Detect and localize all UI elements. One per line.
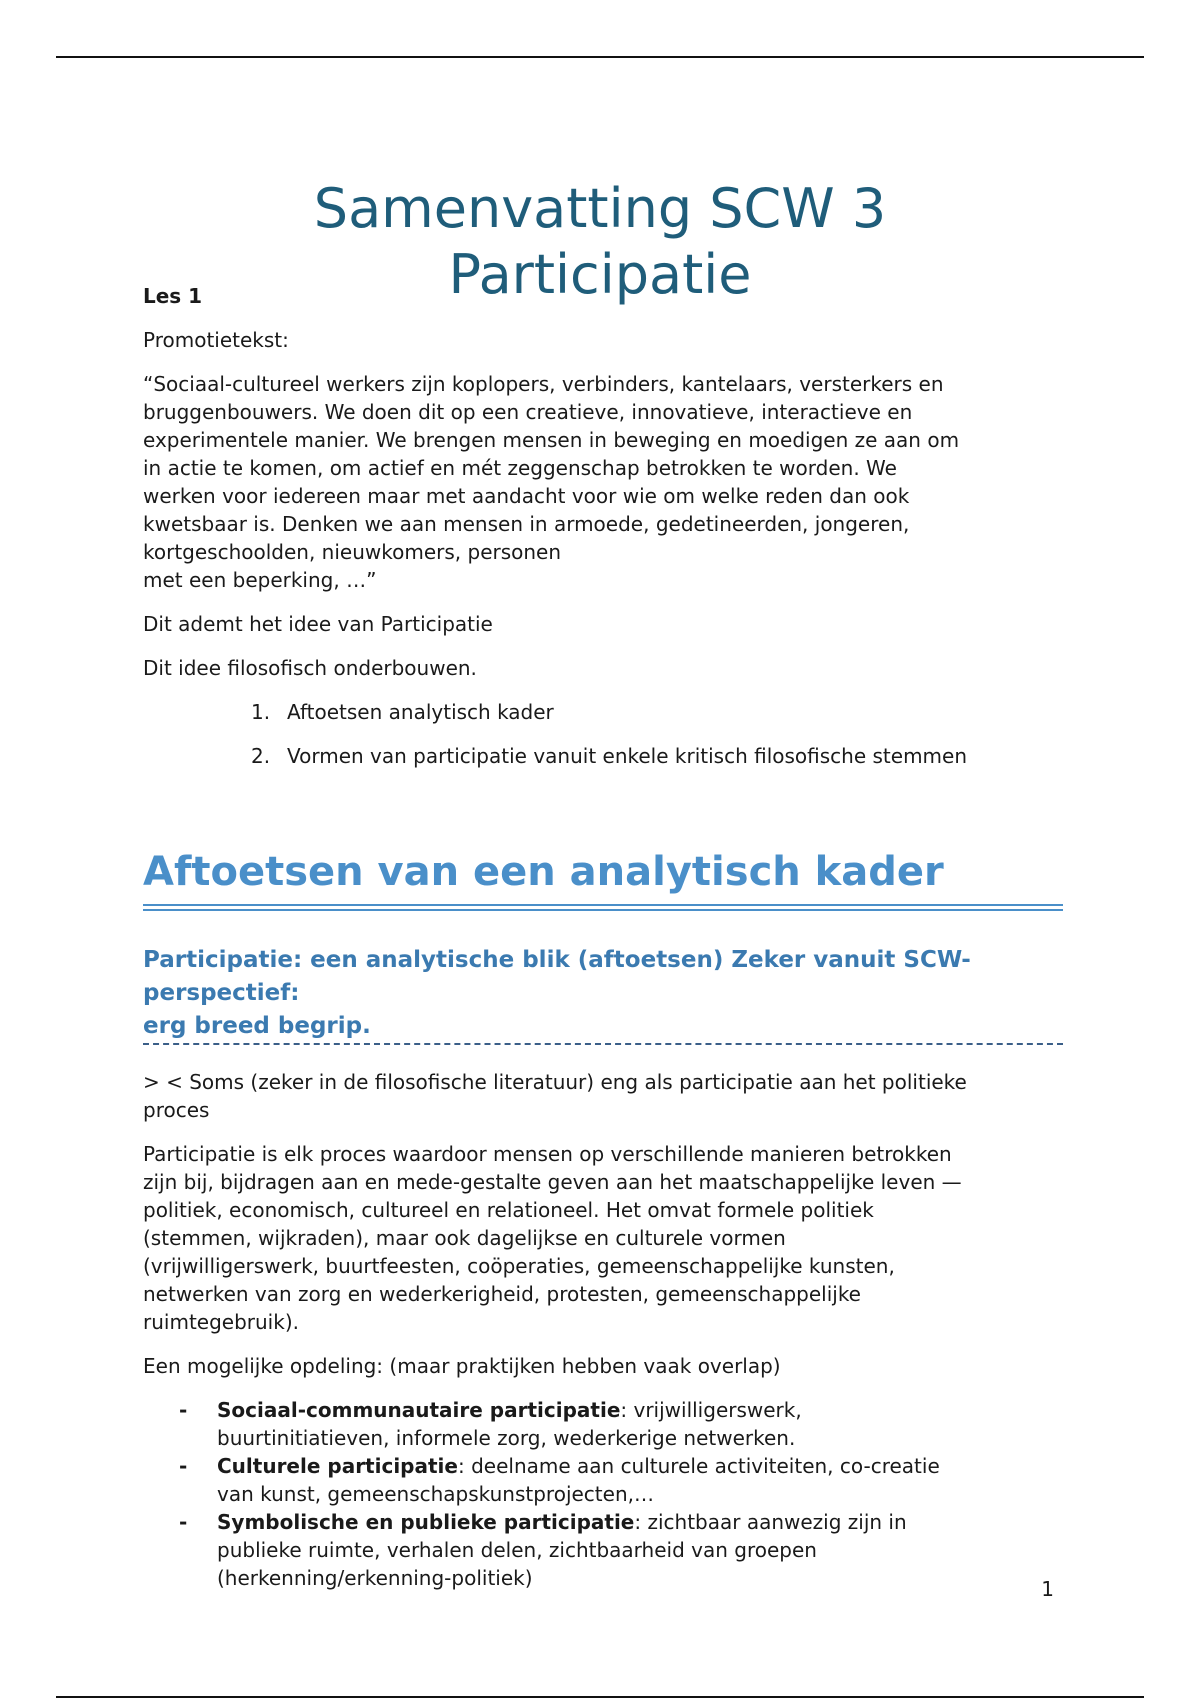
- quote-line: kortgeschoolden, nieuwkomers, personen: [143, 540, 562, 564]
- bullet-term: Sociaal-communautaire participatie: [217, 1398, 621, 1423]
- quote-line: in actie te komen, om actief en mét zeggenschap betrokken te worden. We: [143, 456, 897, 480]
- list-number: 2.: [251, 744, 271, 768]
- bullet-dash: -: [179, 1398, 188, 1423]
- promo-label: Promotietekst:: [143, 328, 289, 352]
- quote-line: met een beperking, …”: [143, 568, 377, 592]
- paragraph-line: politiek, economisch, cultureel en relationeel. Het omvat formele politiek: [143, 1198, 874, 1223]
- bullet-description-line: publieke ruimte, verhalen delen, zichtbaarheid van groepen: [217, 1538, 817, 1563]
- bullet-item: [143, 1396, 1063, 1452]
- paragraph-line: (vrijwilligerswerk, buurtfeesten, coöperaties, gemeenschappelijke kunsten,: [143, 1254, 895, 1279]
- paragraph-line: zijn bij, bijdragen aan en mede-gestalte geven aan het maatschappelijke leven —: [143, 1170, 962, 1195]
- paragraph-line: proces: [143, 1098, 210, 1123]
- subsection-heading: [143, 944, 1063, 1045]
- numbered-list: [143, 698, 1063, 770]
- philosophy-paragraph: Dit idee filosofisch onderbouwen.: [143, 656, 477, 680]
- section-heading: [143, 848, 1063, 911]
- bullet-dash: -: [179, 1454, 188, 1479]
- bullet-item: [143, 1508, 1063, 1592]
- numbered-item: [143, 742, 1063, 770]
- page-title-line-2: Participatie: [448, 243, 752, 307]
- bullet-item: [143, 1452, 1063, 1508]
- list-number: 1.: [251, 700, 271, 724]
- numbered-item: [143, 698, 1063, 726]
- promo-quote: [143, 370, 1063, 594]
- definition-paragraph: [143, 1140, 1063, 1336]
- quote-line: kwetsbaar is. Denken we aan mensen in armoede, gedetineerden, jongeren,: [143, 512, 910, 536]
- bullet-description: : vrijwilligerswerk,: [620, 1398, 802, 1423]
- bottom-page-rule: [56, 1696, 1144, 1698]
- document-body: [143, 282, 1063, 1592]
- quote-line: werken voor iedereen maar met aandacht voor wie om welke reden dan ook: [143, 484, 910, 508]
- list-item-text: Aftoetsen analytisch kader: [287, 700, 554, 724]
- quote-line: bruggenbouwers. We doen dit op een creatieve, innovatieve, interactieve en: [143, 400, 913, 424]
- quote-line: experimentele manier. We brengen mensen in beweging en moedigen ze aan om: [143, 428, 960, 452]
- page-title-line-1: Samenvatting SCW 3: [313, 177, 887, 241]
- section-heading-text: Aftoetsen van een analytisch kader: [143, 849, 944, 895]
- subsection-heading-line: erg breed begrip.: [143, 1013, 371, 1040]
- paragraph-line: netwerken van zorg en wederkerigheid, protesten, gemeenschappelijke: [143, 1282, 861, 1307]
- bullet-description-line: buurtinitiatieven, informele zorg, wederkerige netwerken.: [217, 1426, 796, 1451]
- bullet-description: : deelname aan culturele activiteiten, co-creatie: [457, 1454, 940, 1479]
- bullet-term: Symbolische en publieke participatie: [217, 1510, 635, 1535]
- narrow-definition-paragraph: [143, 1068, 1063, 1124]
- bullet-description: : zichtbaar aanwezig zijn in: [634, 1510, 907, 1535]
- subsection-heading-line: Participatie: een analytische blik (aftoetsen) Zeker vanuit SCW-perspectief:: [143, 947, 971, 1007]
- bullet-description-line: (herkenning/erkenning-politiek): [217, 1566, 533, 1591]
- bullet-dash: -: [179, 1510, 188, 1535]
- paragraph-line: Participatie is elk proces waardoor mensen op verschillende manieren betrokken: [143, 1142, 952, 1167]
- bullet-description-line: van kunst, gemeenschapskunstprojecten,…: [217, 1482, 654, 1507]
- breathes-paragraph: Dit ademt het idee van Participatie: [143, 612, 493, 636]
- list-item-text: Vormen van participatie vanuit enkele kritisch filosofische stemmen: [287, 744, 968, 768]
- paragraph-line: ruimtegebruik).: [143, 1310, 299, 1335]
- bullet-term: Culturele participatie: [217, 1454, 458, 1479]
- paragraph-line: (stemmen, wijkraden), maar ook dagelijkse en culturele vormen: [143, 1226, 786, 1251]
- division-paragraph: Een mogelijke opdeling: (maar praktijken hebben vaak overlap): [143, 1354, 781, 1379]
- quote-line: “Sociaal-cultureel werkers zijn koplopers, verbinders, kantelaars, versterkers en: [143, 372, 944, 396]
- top-page-rule: [56, 56, 1144, 58]
- lesson-label: Les 1: [143, 284, 203, 308]
- paragraph-line: > < Soms (zeker in de filosofische literatuur) eng als participatie aan het politieke: [143, 1070, 967, 1095]
- bullet-list: [143, 1396, 1063, 1592]
- page-number: 1: [1041, 1577, 1054, 1601]
